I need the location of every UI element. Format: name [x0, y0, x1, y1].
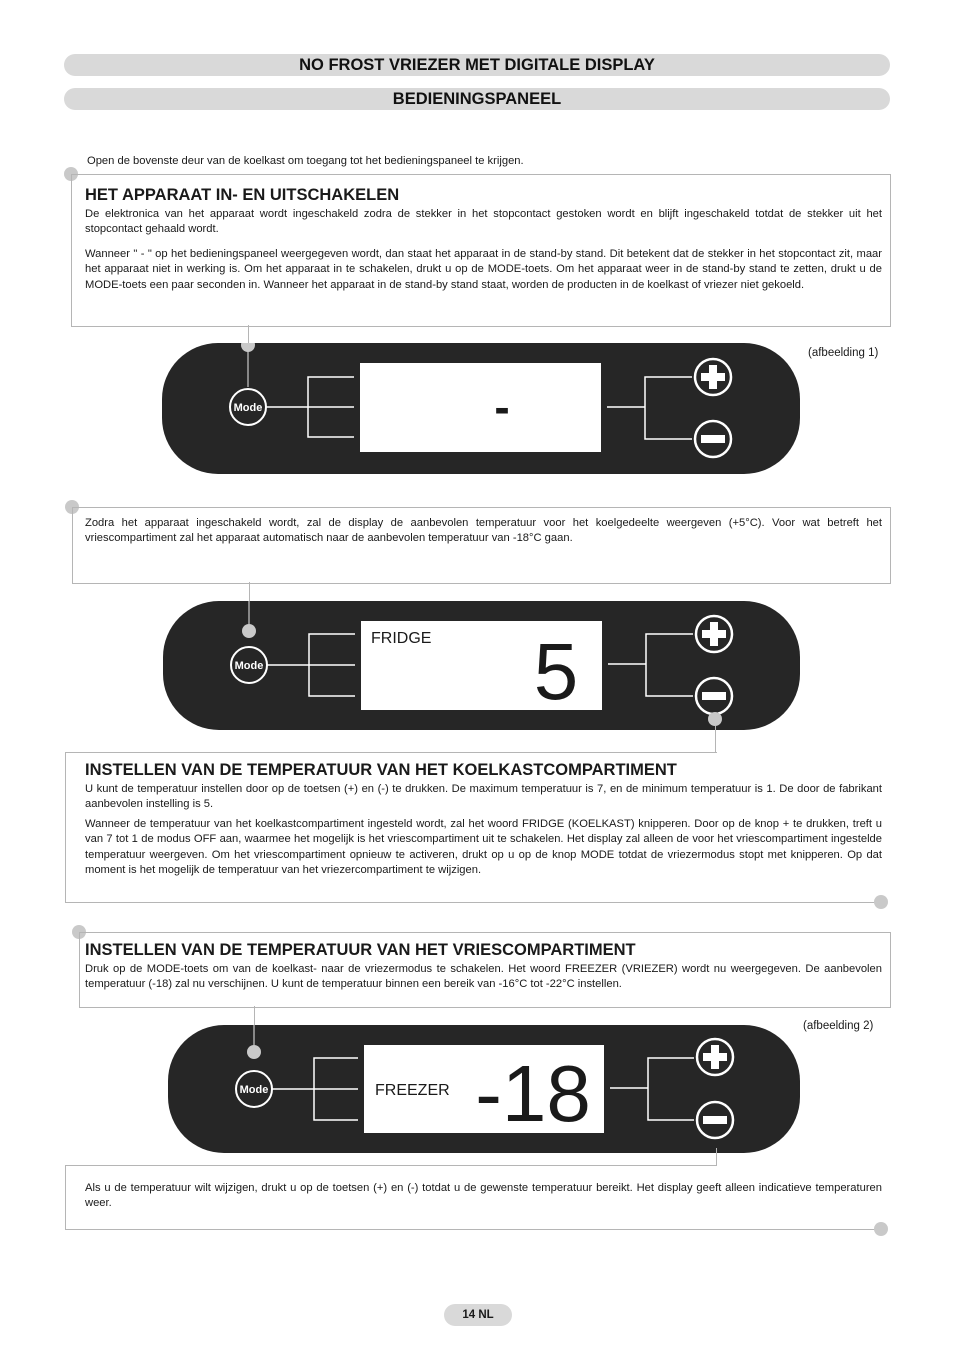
connector-line [715, 726, 716, 753]
connector-line [248, 325, 249, 345]
display-value: 5 [533, 627, 579, 716]
mode-button-label: Mode [233, 402, 263, 414]
section4-heading: INSTELLEN VAN DE TEMPERATUUR VAN HET VRIESCOMPARTIMENT [85, 941, 636, 959]
section3-paragraph-2: Wanneer de temperatuur van het koelkastcompartiment ingesteld wordt, zal het woord FRIDGE (KOELKAST) knipperen. Door op de knop + te drukken, treft u van 7 tot 1 de modus OFF aan, waarmee het mogelijk is het vriescompartiment uit te schakelen. Het display zal alleen de voor het vriescompartiment ingestelde temperatuur weergeven. Om het vriescompartiment opnieuw te activeren, drukt op u op de knop MODE totdat de vriezermodus stopt met knipperen. Op dat moment is het mogelijk de temperatuur van het vriezercompartiment te wijzigen. [85, 818, 882, 877]
figure2-caption: (afbeelding 2) [803, 1020, 874, 1032]
display-label: FREEZER [375, 1082, 450, 1099]
section3-bottom-line [65, 902, 875, 903]
page-number: 14 NL [444, 1304, 512, 1326]
minus-icon [703, 1116, 727, 1124]
indicator-dot [708, 712, 722, 726]
figure1-caption: (afbeelding 1) [808, 347, 879, 359]
indicator-dot [247, 1045, 261, 1059]
plus-button[interactable] [695, 359, 731, 395]
mode-button[interactable] [230, 389, 266, 425]
display-label: FRIDGE [371, 630, 432, 647]
display-value: -18 [475, 1049, 591, 1138]
control-panel-figure-1 [162, 343, 800, 474]
section1-paragraph-1: De elektronica van het apparaat wordt ingeschakeld zodra de stekker in het stopcontact gestoken wordt en blijft ingeschakeld totdat de stekker uit het stopcontact gehaald wordt. [85, 208, 882, 236]
mode-button-label: Mode [234, 660, 264, 672]
display-value: - [494, 381, 510, 433]
minus-button[interactable] [696, 678, 732, 714]
indicator-dot [242, 624, 256, 638]
page-subtitle: BEDIENINGSPANEEL [64, 88, 890, 110]
mode-button[interactable] [231, 647, 267, 683]
control-panel-fridge [163, 601, 800, 730]
section5-bottom-line [65, 1229, 875, 1230]
minus-icon [701, 435, 725, 443]
mode-button-label: Mode [239, 1084, 269, 1096]
lcd-display [360, 363, 601, 452]
minus-button[interactable] [695, 421, 731, 457]
mode-button[interactable] [236, 1071, 272, 1107]
plus-button[interactable] [696, 616, 732, 652]
intro-text: Open de bovenste deur van de koelkast om toegang tot het bedieningspaneel te krijgen. [87, 155, 524, 167]
control-panel-freezer [168, 1025, 800, 1153]
section1-heading: HET APPARAAT IN- EN UITSCHAKELEN [85, 186, 400, 204]
section2-paragraph: Zodra het apparaat ingeschakeld wordt, zal de display de aanbevolen temperatuur voor het koelgedeelte weergeven (+5°C). Voor wat betreft het vriescompartiment zal het apparaat automatisch naar de aanbevolen temperatuur van -18°C gaan. [85, 517, 882, 545]
section3-heading: INSTELLEN VAN DE TEMPERATUUR VAN HET KOELKASTCOMPARTIMENT [85, 761, 677, 779]
section5-paragraph: Als u de temperatuur wilt wijzigen, drukt u op de toetsen (+) en (-) totdat u de gewenste temperatuur bereikt. Het display geeft alleen indicatieve temperaturen weer. [85, 1182, 882, 1210]
minus-button[interactable] [697, 1102, 733, 1138]
section3-paragraph-1: U kunt de temperatuur instellen door op de toetsen (+) en (-) te drukken. De maximum temperatuur is 7, en de minimum temperatuur is 1. De door de fabrikant aanbevolen instelling is 5. [85, 783, 882, 811]
section4-paragraph: Druk op de MODE-toets om van de koelkast- naar de vriezermodus te schakelen. Het woord FREEZER (VRIEZER) wordt nu weergegeven. De aanbevolen temperatuur (-18) zal nu verschijnen. U kunt de temperatuur binnen een bereik van -16°C tot -22°C instellen. [85, 963, 882, 991]
bullet-dot [874, 1222, 888, 1236]
page-title: NO FROST VRIEZER MET DIGITALE DISPLAY [64, 54, 890, 76]
plus-button[interactable] [697, 1039, 733, 1075]
section1-paragraph-2: Wanneer " - " op het bedieningspaneel weergegeven wordt, dan staat het apparaat in de stand-by stand. Dit betekent dat de stekker in het stopcontact zit, maar het apparaat niet in werking is. Om het apparaat in te schakelen, drukt u op de MODE-toets. Om het apparaat weer in de stand-by stand te zetten, drukt u de MODE-toets een paar seconden in. Wanneer het apparaat in de stand-by stand staat, worden de producten in de koelkast of vriezer niet gekoeld. [85, 248, 882, 291]
connector-line [249, 582, 250, 602]
bullet-dot [874, 895, 888, 909]
minus-icon [702, 692, 726, 700]
connector-line [254, 1006, 255, 1026]
connector-line [716, 1148, 717, 1166]
